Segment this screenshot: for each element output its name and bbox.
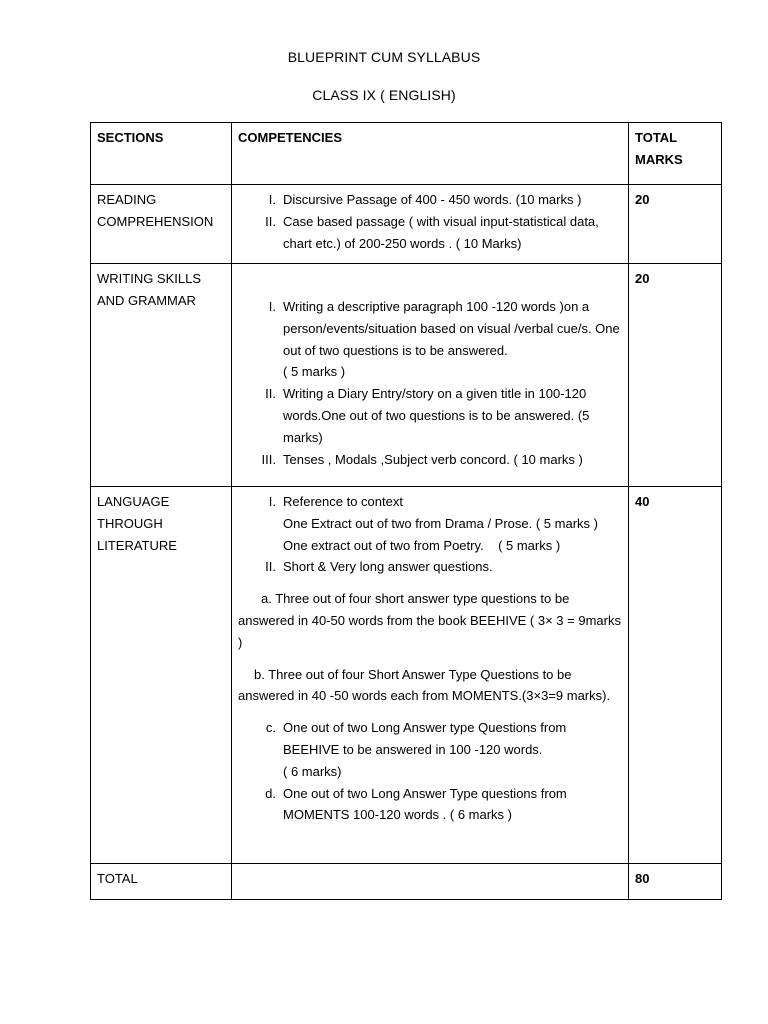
item-text: Writing a descriptive paragraph 100 -120 words )on a person/events/situation based on visual /verbal cue/s. One out of two questions is to be answered.: [283, 299, 620, 358]
literature-items: [238, 491, 622, 578]
item-marks: ( 5 marks ): [283, 364, 346, 380]
competencies-reading: [232, 185, 629, 264]
item-text: One out of two Long Answer type Questions from BEEHIVE to be answered in 100 -120 words.: [283, 720, 567, 757]
table-row-writing: [91, 264, 722, 487]
total-empty-cell: [232, 864, 629, 900]
item-text: Tenses , Modals ,Subject verb concord. ( 10 marks ): [283, 451, 583, 467]
item-number: I.: [268, 192, 276, 207]
total-label: TOTAL: [91, 864, 232, 900]
marks-literature: 40: [629, 487, 722, 864]
section-reading: READING COMPREHENSION: [91, 185, 232, 264]
section-writing: WRITING SKILLS AND GRAMMAR: [91, 264, 232, 487]
item-line: One extract out of two from Poetry. ( 5 marks ): [283, 537, 561, 553]
item-number: d.: [265, 785, 276, 801]
table-row-total: [91, 864, 722, 900]
literature-sub-items: [238, 717, 622, 826]
table-header-row: [91, 123, 722, 185]
item-number: I.: [268, 494, 276, 509]
list-item: [238, 449, 622, 471]
list-item: [238, 189, 622, 211]
marks-writing: 20: [629, 264, 722, 487]
list-item: [238, 383, 622, 448]
section-literature: LANGUAGE THROUGH LITERATURE: [91, 487, 232, 864]
list-item: [238, 211, 622, 255]
item-number: c.: [265, 720, 276, 736]
syllabus-table: [90, 122, 722, 900]
item-number: II.: [265, 386, 276, 402]
paragraph-b: b. Three out of four Short Answer Type Questions to be answered in 40 -50 words each from MOMENTS.(3×3=9 marks).: [238, 666, 611, 704]
item-text: Discursive Passage of 400 - 450 words. (10 marks ): [283, 192, 582, 207]
header-sections: SECTIONS: [91, 123, 232, 185]
list-item: [238, 556, 622, 578]
item-text: Writing a Diary Entry/story on a given title in 100-120 words.One out of two questions is to be answered. (5 marks): [283, 386, 590, 445]
item-marks: ( 6 marks): [283, 763, 342, 779]
item-text: One out of two Long Answer Type questions from MOMENTS 100-120 words . ( 6 marks ): [283, 785, 567, 823]
reading-items: [238, 189, 622, 254]
item-text: Reference to context: [283, 494, 403, 509]
list-item: [238, 717, 622, 782]
marks-reading: 20: [629, 185, 722, 264]
item-text: Short & Very long answer questions.: [283, 559, 493, 575]
item-line: One Extract out of two from Drama / Prose. ( 5 marks ): [283, 515, 598, 531]
list-item: [238, 491, 622, 556]
list-item: [238, 296, 622, 383]
list-item: [238, 783, 622, 827]
table-row-literature: [91, 487, 722, 864]
competencies-literature: [232, 487, 629, 864]
document-subtitle: CLASS IX ( ENGLISH): [312, 87, 456, 103]
competencies-writing: [232, 264, 629, 487]
document-title: BLUEPRINT CUM SYLLABUS: [287, 49, 481, 65]
item-text: Case based passage ( with visual input-statistical data, chart etc.) of 200-250 words . ( 10 Marks): [283, 213, 599, 251]
writing-items: [238, 296, 622, 470]
header-competencies: COMPETENCIES: [232, 123, 629, 185]
item-number: II.: [265, 559, 276, 575]
table-row-reading: [91, 185, 722, 264]
header-total-marks: TOTAL MARKS: [629, 123, 722, 185]
item-number: III.: [261, 451, 276, 467]
paragraph-a: a. Three out of four short answer type questions to be answered in 40-50 words from the book BEEHIVE ( 3× 3 = 9marks ): [238, 591, 621, 650]
item-number: II.: [265, 213, 276, 229]
item-number: I.: [268, 299, 276, 314]
total-marks: 80: [629, 864, 722, 900]
